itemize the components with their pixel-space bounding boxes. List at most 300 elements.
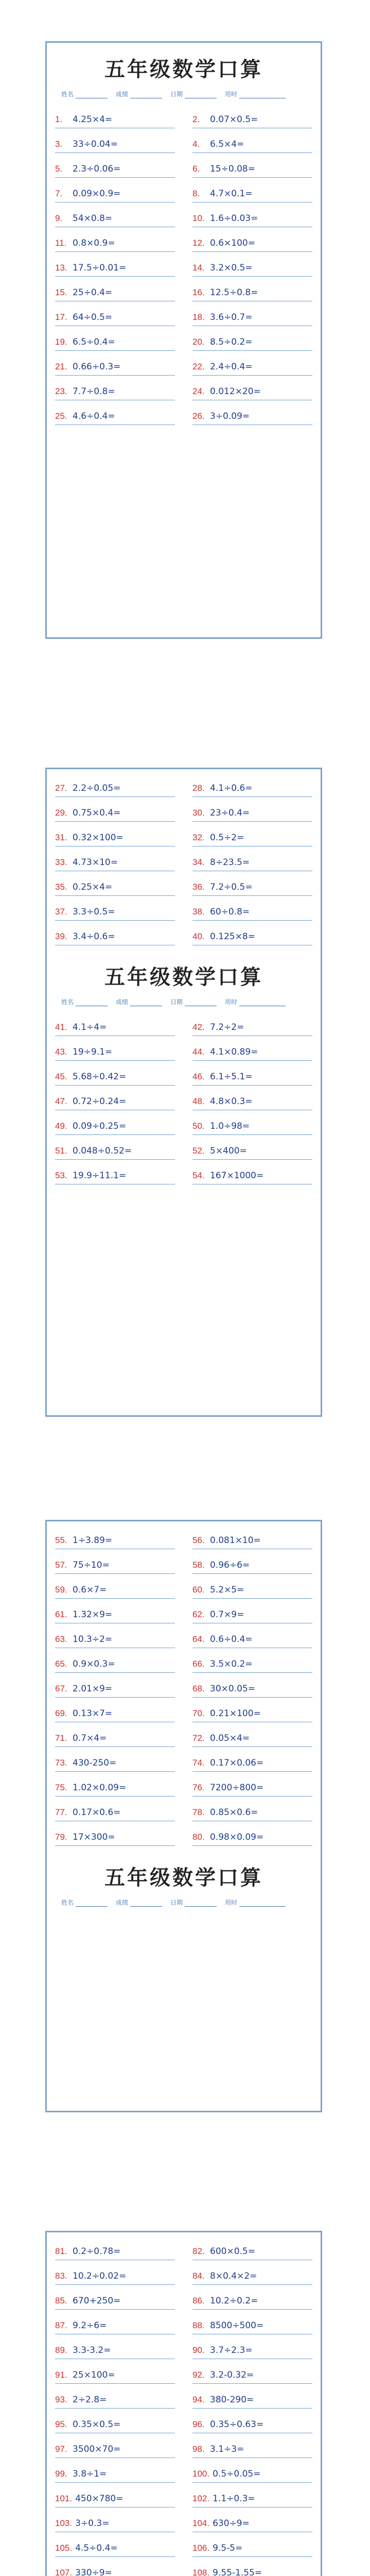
question-item[interactable] [55, 277, 175, 301]
question-item[interactable] [192, 822, 312, 846]
question-item[interactable] [55, 1797, 175, 1821]
question-expression: 3÷0.09= [210, 411, 250, 421]
sheet-title: 五年级数学口算 [104, 1866, 263, 1890]
question-item[interactable] [192, 2483, 312, 2507]
question-number: 36. [192, 882, 205, 892]
question-item[interactable] [192, 772, 312, 797]
question-number: 108. [192, 2568, 210, 2576]
question-expression: 8÷23.5= [210, 857, 250, 868]
info-field-line[interactable] [130, 999, 162, 1006]
question-expression: 9.2÷6= [73, 2320, 107, 2331]
question-number: 75. [55, 1783, 67, 1792]
question-item[interactable] [192, 1673, 312, 1698]
question-expression: 1.32×9= [73, 1609, 113, 1620]
question-item[interactable] [55, 2310, 175, 2334]
question-expression: 64÷0.5= [73, 312, 113, 323]
question-expression: 3.6÷0.7= [210, 312, 253, 323]
question-item[interactable] [55, 797, 175, 822]
question-number: 11. [55, 238, 67, 248]
info-field[interactable] [61, 997, 108, 1006]
question-item[interactable] [55, 2507, 175, 2532]
info-field[interactable] [116, 90, 162, 98]
question-expression: 4.8×0.3= [210, 1096, 253, 1107]
question-number: 59. [55, 1585, 67, 1595]
question-item[interactable] [192, 178, 312, 202]
info-field[interactable] [170, 1898, 217, 1907]
info-field[interactable] [225, 90, 286, 98]
question-expression: 0.2÷0.78= [73, 2246, 121, 2257]
question-expression: 0.5÷0.05= [213, 2469, 261, 2479]
question-expression: 3.7÷2.3= [210, 2345, 253, 2355]
info-field-line[interactable] [185, 92, 217, 98]
question-number: 90. [192, 2345, 205, 2355]
question-expression: 1.02×0.09= [73, 1783, 127, 1793]
question-grid [47, 1008, 321, 1190]
question-expression: 3.2-0.32= [210, 2370, 254, 2380]
info-field-line[interactable] [239, 92, 286, 98]
question-number: 38. [192, 907, 205, 917]
question-expression: 0.081×10= [210, 1535, 261, 1546]
question-item[interactable] [192, 2532, 312, 2557]
question-expression: 7.2÷0.5= [210, 882, 253, 892]
question-expression: 0.96÷6= [210, 1560, 250, 1570]
question-number: 5. [55, 164, 63, 174]
question-number: 83. [55, 2271, 67, 2281]
question-number: 39. [55, 931, 67, 941]
question-item[interactable] [192, 2409, 312, 2433]
question-item[interactable] [192, 2359, 312, 2384]
question-expression: 8×0.4×2= [210, 2271, 257, 2281]
question-item[interactable] [192, 797, 312, 822]
question-item[interactable] [192, 227, 312, 252]
question-item[interactable] [55, 2359, 175, 2384]
question-item[interactable] [192, 2557, 312, 2576]
question-expression: 10.2÷0.2= [210, 2296, 258, 2306]
question-expression: 0.09÷0.25= [73, 1121, 127, 1131]
question-item[interactable] [55, 2235, 175, 2260]
question-item[interactable] [55, 2409, 175, 2433]
question-item[interactable] [55, 921, 175, 945]
question-item[interactable] [192, 1772, 312, 1797]
info-field-line[interactable] [76, 999, 108, 1006]
question-item[interactable] [55, 846, 175, 871]
question-item[interactable] [192, 104, 312, 128]
question-item[interactable] [55, 1623, 175, 1648]
question-item[interactable] [55, 1110, 175, 1135]
info-field-label: 用时 [225, 91, 238, 98]
question-expression: 7.7÷0.8= [73, 386, 115, 397]
info-field[interactable] [116, 997, 162, 1006]
question-number: 77. [55, 1807, 67, 1817]
info-row [47, 1895, 321, 1909]
question-number: 87. [55, 2320, 67, 2330]
question-expression: 23÷0.4= [210, 808, 250, 818]
question-item[interactable] [55, 301, 175, 326]
question-expression: 9.55-1.55= [213, 2568, 262, 2576]
question-item[interactable] [55, 2458, 175, 2483]
question-item[interactable] [192, 202, 312, 227]
question-number: 104. [192, 2518, 210, 2528]
question-number: 98. [192, 2444, 205, 2454]
question-item[interactable] [55, 227, 175, 252]
question-number: 53. [55, 1171, 67, 1180]
question-number: 102. [192, 2494, 210, 2503]
question-item[interactable] [55, 1574, 175, 1599]
question-number: 95. [55, 2419, 67, 2429]
question-number: 3. [55, 139, 63, 149]
question-item[interactable] [192, 1135, 312, 1160]
question-item[interactable] [192, 1747, 312, 1772]
question-number: 105. [55, 2543, 73, 2553]
question-expression: 0.048÷0.52= [73, 1146, 132, 1156]
question-number: 40. [192, 931, 205, 941]
question-item[interactable] [55, 2285, 175, 2310]
question-item[interactable] [192, 252, 312, 277]
question-expression: 4.73×10= [73, 857, 118, 868]
question-item[interactable] [192, 1698, 312, 1722]
question-item[interactable] [55, 104, 175, 128]
question-item[interactable] [192, 1110, 312, 1135]
question-item[interactable] [55, 2334, 175, 2359]
question-number: 23. [55, 386, 67, 396]
question-number: 42. [192, 1022, 205, 1032]
question-expression: 0.35÷0.63= [210, 2419, 264, 2430]
question-item[interactable] [192, 2507, 312, 2532]
question-item[interactable] [55, 326, 175, 351]
question-expression: 0.6×100= [210, 238, 255, 248]
info-field[interactable] [170, 90, 217, 98]
question-item[interactable] [192, 2285, 312, 2310]
question-item[interactable] [55, 400, 175, 425]
question-number: 74. [192, 1758, 205, 1768]
question-item[interactable] [55, 871, 175, 896]
info-field[interactable] [116, 1898, 162, 1907]
question-number: 60. [192, 1585, 205, 1595]
question-expression: 2.2÷0.05= [73, 783, 121, 793]
question-item[interactable] [55, 1011, 175, 1036]
question-number: 37. [55, 907, 67, 917]
question-number: 103. [55, 2518, 73, 2528]
question-expression: 0.05×4= [210, 1733, 250, 1743]
question-number: 6. [192, 164, 200, 174]
question-number: 52. [192, 1146, 205, 1156]
question-expression: 6.5×4= [210, 139, 244, 149]
question-item[interactable] [55, 1036, 175, 1061]
question-number: 58. [192, 1560, 205, 1570]
question-item[interactable] [192, 400, 312, 425]
question-number: 50. [192, 1121, 205, 1131]
question-item[interactable] [192, 301, 312, 326]
question-item[interactable] [192, 326, 312, 351]
question-expression: 1.6÷0.03= [210, 213, 258, 224]
question-item[interactable] [192, 2310, 312, 2334]
question-item[interactable] [55, 1061, 175, 1086]
question-expression: 4.1×0.89= [210, 1047, 258, 1057]
question-item[interactable] [55, 252, 175, 277]
question-item[interactable] [55, 2260, 175, 2285]
question-number: 41. [55, 1022, 67, 1032]
question-number: 89. [55, 2345, 67, 2355]
question-number: 71. [55, 1733, 67, 1743]
question-expression: 3.3÷0.5= [73, 907, 115, 917]
question-item[interactable] [192, 153, 312, 178]
question-item[interactable] [55, 1086, 175, 1110]
question-item[interactable] [192, 1648, 312, 1673]
question-number: 92. [192, 2370, 205, 2380]
question-number: 69. [55, 1708, 67, 1718]
question-number: 22. [192, 362, 205, 371]
question-expression: 167×1000= [210, 1171, 264, 1181]
question-expression: 5×400= [210, 1146, 247, 1156]
info-field-label: 成绩 [116, 998, 129, 1006]
sheet-title: 五年级数学口算 [104, 58, 263, 81]
question-expression: 0.75×0.4= [73, 808, 121, 818]
question-number: 33. [55, 857, 67, 867]
info-field[interactable] [225, 1898, 286, 1907]
question-item[interactable] [192, 128, 312, 153]
question-number: 12. [192, 238, 205, 248]
question-item[interactable] [192, 1549, 312, 1574]
question-item[interactable] [55, 1821, 175, 1846]
question-number: 20. [192, 337, 205, 347]
question-item[interactable] [55, 2557, 175, 2576]
question-expression: 0.13×7= [73, 1708, 113, 1719]
question-number: 32. [192, 833, 205, 842]
question-item[interactable] [55, 822, 175, 846]
question-number: 57. [55, 1560, 67, 1570]
question-item[interactable] [55, 1599, 175, 1623]
question-item[interactable] [55, 376, 175, 400]
question-number: 85. [55, 2296, 67, 2306]
info-field-line[interactable] [76, 1900, 108, 1907]
question-expression: 0.17×0.06= [210, 1758, 264, 1768]
question-number: 66. [192, 1659, 205, 1669]
question-expression: 0.6×7= [73, 1585, 107, 1595]
question-item[interactable] [55, 772, 175, 797]
question-item[interactable] [192, 1086, 312, 1110]
question-item[interactable] [55, 178, 175, 202]
question-expression: 3.4÷0.6= [73, 931, 115, 942]
question-number: 61. [55, 1609, 67, 1619]
question-expression: 3.3-3.2= [73, 2345, 111, 2355]
question-item[interactable] [192, 896, 312, 921]
info-field[interactable] [61, 90, 108, 98]
question-expression: 4.1÷4= [73, 1022, 107, 1032]
question-expression: 0.09×0.9= [73, 189, 121, 199]
question-number: 65. [55, 1659, 67, 1669]
question-expression: 25×100= [73, 2370, 115, 2380]
question-number: 67. [55, 1684, 67, 1693]
question-item[interactable] [192, 1011, 312, 1036]
question-item[interactable] [192, 921, 312, 945]
question-number: 93. [55, 2395, 67, 2404]
question-item[interactable] [192, 2458, 312, 2483]
question-item[interactable] [55, 1648, 175, 1673]
question-item[interactable] [192, 1821, 312, 1846]
question-item[interactable] [192, 376, 312, 400]
question-item[interactable] [192, 1797, 312, 1821]
question-expression: 2.01×9= [73, 1684, 113, 1694]
question-item[interactable] [55, 896, 175, 921]
question-number: 94. [192, 2395, 205, 2404]
question-item[interactable] [55, 1524, 175, 1549]
question-number: 17. [55, 312, 67, 322]
question-number: 9. [55, 213, 63, 223]
question-item[interactable] [55, 1673, 175, 1698]
question-item[interactable] [192, 2235, 312, 2260]
question-item[interactable] [192, 2433, 312, 2458]
question-expression: 3500×70= [73, 2444, 121, 2454]
question-number: 47. [55, 1096, 67, 1106]
question-item[interactable] [192, 1722, 312, 1747]
question-number: 82. [192, 2246, 205, 2256]
info-field[interactable] [170, 997, 217, 1006]
info-field-line[interactable] [185, 999, 217, 1006]
question-item[interactable] [55, 1747, 175, 1772]
worksheet-sheet [45, 1520, 322, 2112]
info-field-line[interactable] [239, 999, 286, 1006]
question-expression: 0.21×100= [210, 1708, 261, 1719]
question-number: 91. [55, 2370, 67, 2380]
worksheet-sheet [45, 768, 322, 1417]
info-field-line[interactable] [76, 92, 108, 98]
question-number: 28. [192, 783, 205, 793]
question-number: 24. [192, 386, 205, 396]
question-expression: 10.2÷0.02= [73, 2271, 127, 2281]
question-number: 8. [192, 189, 200, 198]
info-field-label: 日期 [170, 1899, 183, 1906]
question-number: 68. [192, 1684, 205, 1693]
question-expression: 0.72÷0.24= [73, 1096, 127, 1107]
question-number: 44. [192, 1047, 205, 1057]
question-number: 15. [55, 287, 67, 297]
question-expression: 5.68÷0.42= [73, 1072, 127, 1082]
question-item[interactable] [55, 1135, 175, 1160]
question-number: 25. [55, 411, 67, 421]
question-expression: 3.1÷3= [210, 2444, 244, 2454]
question-item[interactable] [55, 128, 175, 153]
question-item[interactable] [55, 2433, 175, 2458]
question-expression: 7.2÷2= [210, 1022, 244, 1032]
question-expression: 380-290= [210, 2395, 254, 2405]
info-field-line[interactable] [130, 1900, 162, 1907]
question-number: 46. [192, 1072, 205, 1081]
question-expression: 3.5×0.2= [210, 1659, 253, 1669]
question-expression: 2.4÷0.4= [210, 362, 253, 372]
question-number: 97. [55, 2444, 67, 2454]
info-field[interactable] [225, 997, 286, 1006]
question-item[interactable] [55, 1698, 175, 1722]
question-expression: 4.25×4= [73, 114, 113, 125]
question-expression: 19÷9.1= [73, 1047, 113, 1057]
question-number: 72. [192, 1733, 205, 1743]
question-item[interactable] [55, 1549, 175, 1574]
question-expression: 0.85×0.6= [210, 1807, 258, 1818]
question-item[interactable] [192, 1574, 312, 1599]
question-item[interactable] [192, 1036, 312, 1061]
question-item[interactable] [55, 1772, 175, 1797]
question-expression: 450×780= [75, 2494, 124, 2504]
question-expression: 9.5-5= [213, 2543, 243, 2553]
question-expression: 4.1÷0.6= [210, 783, 253, 793]
question-number: 106. [192, 2543, 210, 2553]
question-number: 78. [192, 1807, 205, 1817]
question-item[interactable] [55, 2483, 175, 2507]
question-expression: 60÷0.8= [210, 907, 250, 917]
info-field-line[interactable] [185, 1900, 217, 1907]
question-item[interactable] [55, 2384, 175, 2409]
question-expression: 0.07×0.5= [210, 114, 258, 125]
question-expression: 0.012×20= [210, 386, 261, 397]
question-expression: 54×0.8= [73, 213, 113, 224]
question-number: 7. [55, 189, 63, 198]
question-expression: 0.35×0.5= [73, 2419, 121, 2430]
question-expression: 8500÷500= [210, 2320, 264, 2331]
question-number: 14. [192, 263, 205, 273]
question-expression: 2÷2.8= [73, 2395, 107, 2405]
question-item[interactable] [55, 202, 175, 227]
question-number: 21. [55, 362, 67, 371]
question-item[interactable] [192, 277, 312, 301]
question-item[interactable] [192, 351, 312, 376]
question-expression: 0.125×8= [210, 931, 255, 942]
info-field-label: 成绩 [116, 91, 129, 98]
question-number: 80. [192, 1832, 205, 1842]
question-item[interactable] [192, 1599, 312, 1623]
question-number: 84. [192, 2271, 205, 2281]
question-expression: 0.17×0.6= [73, 1807, 121, 1818]
question-number: 43. [55, 1047, 67, 1057]
question-number: 55. [55, 1535, 67, 1545]
info-field[interactable] [61, 1898, 108, 1907]
question-number: 101. [55, 2494, 73, 2503]
question-expression: 670+250= [73, 2296, 121, 2306]
question-expression: 10.3÷2= [73, 1634, 113, 1645]
question-expression: 3.8÷1= [73, 2469, 107, 2479]
question-item[interactable] [192, 2384, 312, 2409]
question-item[interactable] [192, 2334, 312, 2359]
info-field-line[interactable] [239, 1900, 286, 1907]
question-item[interactable] [192, 871, 312, 896]
question-item[interactable] [55, 153, 175, 178]
worksheet-sheet [45, 2231, 322, 2576]
question-item[interactable] [55, 351, 175, 376]
question-item[interactable] [192, 1623, 312, 1648]
question-expression: 0.25×4= [73, 882, 113, 892]
question-expression: 33÷0.04= [73, 139, 118, 149]
question-item[interactable] [55, 2532, 175, 2557]
info-field-line[interactable] [130, 92, 162, 98]
question-number: 62. [192, 1609, 205, 1619]
question-item[interactable] [192, 1061, 312, 1086]
question-number: 27. [55, 783, 67, 793]
question-item[interactable] [192, 2260, 312, 2285]
question-item[interactable] [192, 1524, 312, 1549]
question-item[interactable] [192, 1160, 312, 1184]
question-expression: 3.2×0.5= [210, 263, 253, 273]
question-expression: 4.6÷0.4= [73, 411, 115, 421]
question-number: 99. [55, 2469, 67, 2479]
question-item[interactable] [55, 1160, 175, 1184]
question-number: 2. [192, 114, 200, 124]
question-number: 10. [192, 213, 205, 223]
question-expression: 600×0.5= [210, 2246, 255, 2257]
info-field-label: 用时 [225, 998, 238, 1006]
question-item[interactable] [192, 846, 312, 871]
question-item[interactable] [55, 1722, 175, 1747]
info-field-label: 日期 [170, 998, 183, 1006]
question-expression: 4.7×0.1= [210, 189, 253, 199]
